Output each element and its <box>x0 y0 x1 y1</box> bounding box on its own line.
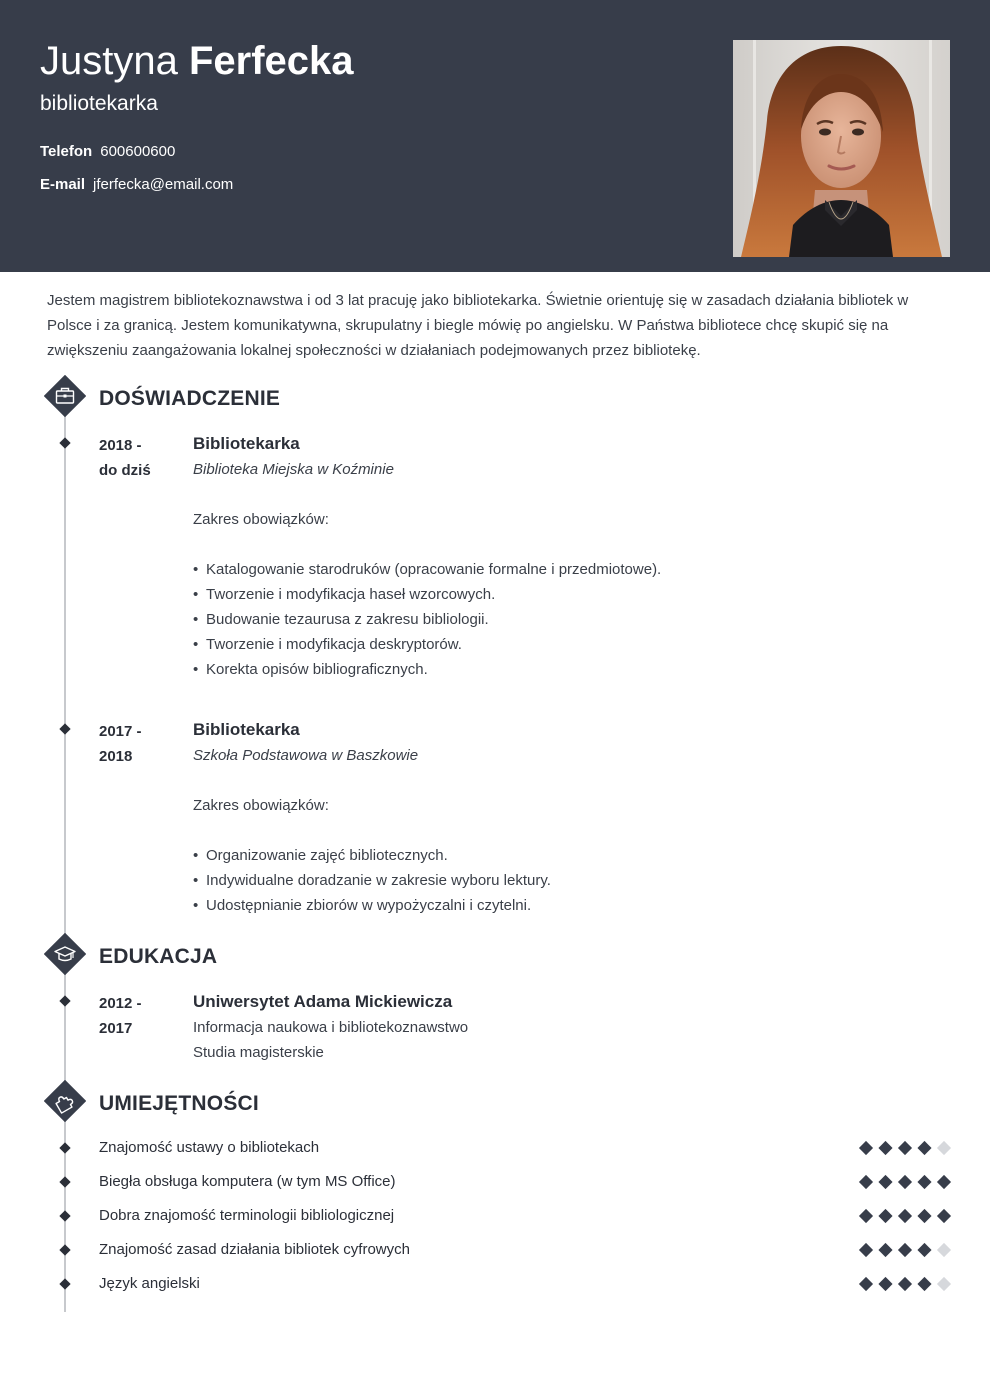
rating-diamond-filled <box>898 1243 912 1257</box>
skill-rating <box>858 1174 952 1190</box>
rating-diamond-filled <box>917 1243 931 1257</box>
skill-name: Język angielski <box>99 1275 200 1292</box>
timeline-dot <box>59 1244 71 1256</box>
rating-diamond-empty <box>937 1243 951 1257</box>
timeline-dot <box>59 1142 71 1154</box>
rating-diamond-filled <box>859 1209 873 1223</box>
skill-name: Biegła obsługa komputera (w tym MS Office) <box>99 1173 396 1190</box>
rating-diamond-filled <box>859 1243 873 1257</box>
puzzle-icon <box>44 1080 86 1122</box>
job-2-date <box>99 719 179 769</box>
job-1-duties-label: Zakres obowiązków: <box>193 511 329 528</box>
skill-rating <box>858 1208 952 1224</box>
job-2-organization: Szkoła Podstawowa w Baszkowie <box>193 747 419 764</box>
education-1-date-to: 2017 <box>99 1020 133 1037</box>
email-label: E-mail <box>40 176 86 193</box>
section-title-education: EDUKACJA <box>99 945 218 968</box>
skill-name: Znajomość zasad działania bibliotek cyfrowych <box>99 1241 410 1258</box>
rating-diamond-filled <box>937 1209 951 1223</box>
education-1-date-from: 2012 - <box>99 995 142 1012</box>
rating-diamond-empty <box>937 1141 951 1155</box>
rating-diamond-filled <box>917 1277 931 1291</box>
rating-diamond-filled <box>917 1175 931 1189</box>
job-2-date-to: 2018 <box>99 748 133 765</box>
rating-diamond-filled <box>859 1277 873 1291</box>
rating-diamond-filled <box>859 1141 873 1155</box>
first-name: Justyna <box>40 39 178 83</box>
section-title-experience: DOŚWIADCZENIE <box>99 387 281 410</box>
list-item: • Budowanie tezaurusa z zakresu bibliologii. <box>193 607 913 632</box>
job-1-date-to: do dziś <box>99 462 151 479</box>
education-1-degree: Studia magisterskie <box>193 1044 324 1061</box>
education-1-field: Informacja naukowa i bibliotekoznawstwo <box>193 1019 469 1036</box>
rating-diamond-filled <box>859 1175 873 1189</box>
rating-diamond-filled <box>878 1209 892 1223</box>
skill-name: Dobra znajomość terminologii bibliologicznej <box>99 1207 395 1224</box>
rating-diamond-empty <box>937 1277 951 1291</box>
rating-diamond-filled <box>917 1141 931 1155</box>
rating-diamond-filled <box>898 1209 912 1223</box>
list-item: • Tworzenie i modyfikacja deskryptorów. <box>193 632 913 657</box>
graduation-cap-icon <box>44 933 86 975</box>
skill-rating <box>858 1140 952 1156</box>
job-1-organization: Biblioteka Miejska w Koźminie <box>193 461 394 478</box>
job-2-position: Bibliotekarka <box>193 720 300 739</box>
rating-diamond-filled <box>878 1243 892 1257</box>
education-1 <box>193 989 913 1065</box>
timeline-dot <box>59 1176 71 1188</box>
profile-summary: Jestem magistrem bibliotekoznawstwa i od 3 lat pracuję jako bibliotekarka. Świetnie orientuję się w zasadach działania bibliotek w Polsce i za granicą. Jestem komunikatywna, skrupulatny i biegle mówię po angielsku. W Państwa bibliotece chcę skupić się na zwiększeniu zaangażowania lokalnej społeczności w działaniach podejmowanych przez bibliotekę. <box>47 292 909 359</box>
education-1-date <box>99 991 179 1041</box>
phone-label: Telefon <box>40 143 93 160</box>
timeline-dot <box>59 723 71 735</box>
header <box>0 0 990 272</box>
job-1 <box>193 431 913 682</box>
education-1-school: Uniwersytet Adama Mickiewicza <box>193 992 453 1011</box>
job-title: bibliotekarka <box>40 92 158 115</box>
job-1-date-from: 2018 - <box>99 437 142 454</box>
email-value: jferfecka@email.com <box>93 176 234 193</box>
list-item: • Indywidualne doradzanie w zakresie wyboru lektury. <box>193 868 913 893</box>
timeline-dot <box>59 1210 71 1222</box>
job-1-position: Bibliotekarka <box>193 434 300 453</box>
timeline-dot <box>59 995 71 1007</box>
skill-rating <box>858 1242 952 1258</box>
section-title-skills: UMIEJĘTNOŚCI <box>99 1092 259 1115</box>
briefcase-icon <box>44 375 86 417</box>
rating-diamond-filled <box>878 1175 892 1189</box>
job-2-duties-label: Zakres obowiązków: <box>193 797 329 814</box>
email-row <box>40 176 233 194</box>
skill-name: Znajomość ustawy o bibliotekach <box>99 1139 320 1156</box>
timeline-dot <box>59 1278 71 1290</box>
candidate-name <box>40 38 354 84</box>
list-item: • Katalogowanie starodruków (opracowanie formalne i przedmiotowe). <box>193 557 913 582</box>
rating-diamond-filled <box>898 1175 912 1189</box>
list-item: • Organizowanie zajęć bibliotecznych. <box>193 843 913 868</box>
list-item: • Korekta opisów bibliograficznych. <box>193 657 913 682</box>
profile-photo <box>733 40 950 257</box>
rating-diamond-filled <box>878 1277 892 1291</box>
job-1-duties-list <box>193 557 913 682</box>
job-2-date-from: 2017 - <box>99 723 142 740</box>
skill-rating <box>858 1276 952 1292</box>
phone-row <box>40 143 175 161</box>
rating-diamond-filled <box>937 1175 951 1189</box>
rating-diamond-filled <box>917 1209 931 1223</box>
list-item: • Tworzenie i modyfikacja haseł wzorcowych. <box>193 582 913 607</box>
last-name: Ferfecka <box>188 39 354 83</box>
rating-diamond-filled <box>898 1141 912 1155</box>
rating-diamond-filled <box>898 1277 912 1291</box>
timeline-dot <box>59 437 71 449</box>
job-2-duties-list <box>193 843 913 918</box>
rating-diamond-filled <box>878 1141 892 1155</box>
phone-value: 600600600 <box>100 143 176 160</box>
job-2 <box>193 717 913 918</box>
list-item: • Udostępnianie zbiorów w wypożyczalni i czytelni. <box>193 893 913 918</box>
job-1-date <box>99 433 179 483</box>
profile-photo-illustration <box>733 40 950 257</box>
